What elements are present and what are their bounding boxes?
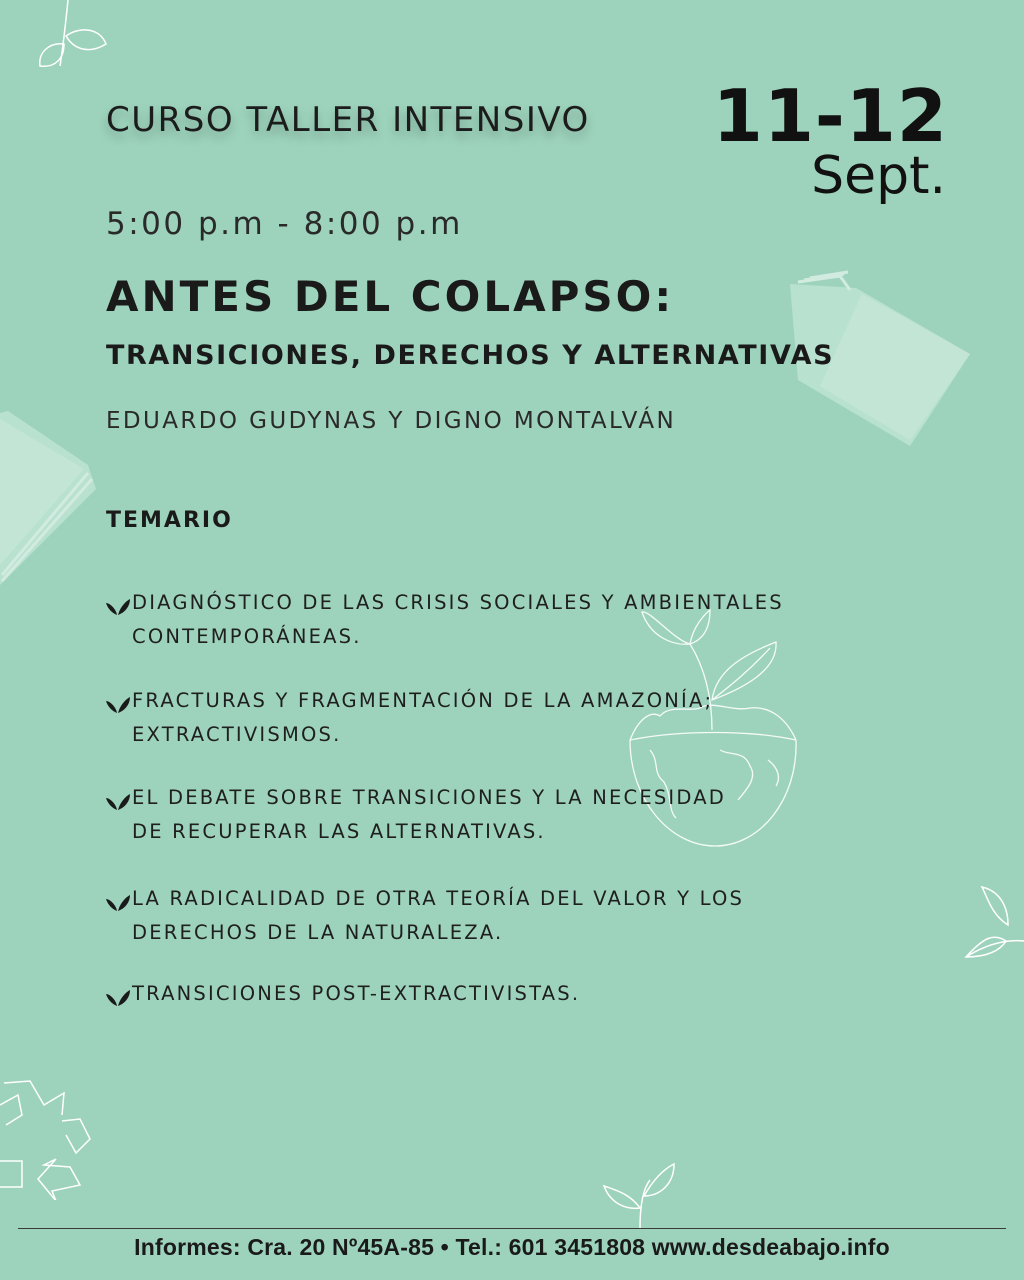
syllabus-topic-text: LA RADICALIDAD DE OTRA TEORÍA DEL VALOR Y LOS DERECHOS DE LA NATURALEZA. bbox=[132, 887, 745, 944]
event-time: 5:00 p.m - 8:00 p.m bbox=[106, 206, 463, 242]
sprout-icon-right bbox=[962, 885, 1024, 965]
sprout-bullet-icon bbox=[106, 986, 132, 1008]
syllabus-topic-text: DIAGNÓSTICO DE LAS CRISIS SOCIALES Y AMBIENTALES CONTEMPORÁNEAS. bbox=[132, 591, 784, 648]
book-icon-left bbox=[0, 405, 100, 595]
syllabus-topic bbox=[106, 888, 744, 950]
event-subtitle: TRANSICIONES, DERECHOS Y ALTERNATIVAS bbox=[106, 340, 835, 371]
syllabus-topic bbox=[106, 787, 726, 849]
syllabus-topic bbox=[106, 983, 580, 1011]
sprout-icon-top-left bbox=[30, 0, 120, 80]
sprout-bullet-icon bbox=[106, 891, 132, 913]
footer-divider bbox=[18, 1228, 1006, 1229]
footer-info: Informes: Cra. 20 Nº45A-85 • Tel.: 601 3451808 www.desdeabajo.info bbox=[134, 1234, 890, 1260]
syllabus-topic-text: FRACTURAS Y FRAGMENTACIÓN DE LA AMAZONÍA; EXTRACTIVISMOS. bbox=[132, 689, 714, 746]
syllabus-topic-text: EL DEBATE SOBRE TRANSICIONES Y LA NECESIDAD DE RECUPERAR LAS ALTERNATIVAS. bbox=[132, 786, 727, 843]
recycle-icon bbox=[0, 1075, 100, 1200]
event-title: ANTES DEL COLAPSO: bbox=[106, 272, 675, 321]
syllabus-topic bbox=[106, 592, 784, 654]
event-authors: EDUARDO GUDYNAS Y DIGNO MONTALVÁN bbox=[106, 408, 677, 434]
sprout-icon-bottom bbox=[600, 1160, 680, 1230]
syllabus-heading: TEMARIO bbox=[106, 508, 233, 533]
event-date-days: 11-12 bbox=[712, 74, 948, 158]
syllabus-topic-text: TRANSICIONES POST-EXTRACTIVISTAS. bbox=[132, 982, 581, 1005]
syllabus-topic bbox=[106, 690, 713, 752]
course-type: CURSO TALLER INTENSIVO bbox=[106, 100, 590, 140]
sprout-bullet-icon bbox=[106, 595, 132, 617]
sprout-bullet-icon bbox=[106, 693, 132, 715]
sprout-bullet-icon bbox=[106, 790, 132, 812]
event-date-month: Sept. bbox=[811, 146, 946, 206]
